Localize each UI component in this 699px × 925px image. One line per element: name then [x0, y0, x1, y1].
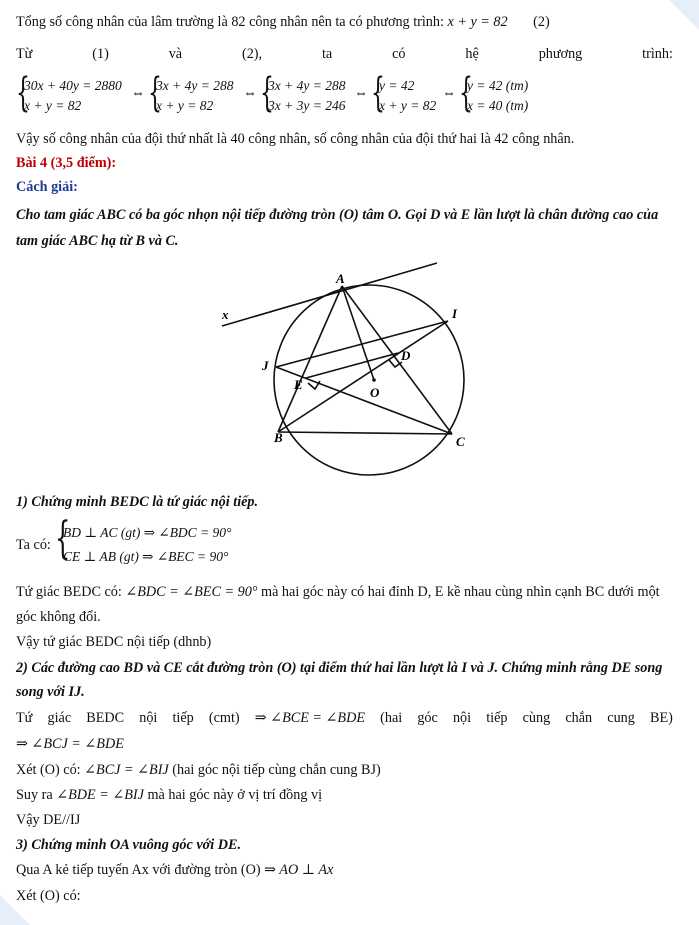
segment-ab: [278, 286, 342, 432]
label-a: A: [336, 271, 345, 286]
word: BEDC: [86, 710, 125, 726]
text: mà hai góc này ở vị trí đồng vị: [143, 787, 323, 803]
geometry-figure: [210, 258, 465, 488]
word: (1): [92, 46, 109, 62]
word: ta: [321, 46, 333, 62]
equation-system-taco: [55, 513, 265, 569]
word: góc: [417, 710, 438, 726]
text-line: [16, 584, 660, 601]
segment-ac: [342, 286, 452, 434]
brace-icon: {: [459, 70, 473, 116]
equivalence-symbol: ⇔: [354, 86, 368, 101]
text-line-system-intro: [16, 46, 673, 63]
text-line: Vậy DE//IJ: [16, 812, 81, 828]
equation: ∠BCJ = ∠BIJ: [84, 762, 169, 778]
part-heading: 1) Chứng minh BEDC là tứ giác nội tiếp.: [16, 494, 259, 510]
part-heading: 2) Các đường cao BD và CE cắt đường tròn (O) tại điểm thứ hai lần lượt là I và J. Chứng minh rằng DE song: [16, 660, 663, 676]
equation: ∠BDE = ∠BIJ: [56, 787, 144, 803]
word: BE): [649, 710, 673, 726]
equation: ⇒ AO ⊥ Ax: [264, 862, 334, 878]
label-x: x: [222, 307, 229, 322]
word: hệ: [465, 46, 479, 62]
brace-icon: {: [371, 70, 385, 116]
brace-icon: {: [16, 70, 30, 116]
equation-row: x = 40 (tm): [467, 98, 529, 113]
text: Ta có:: [16, 537, 51, 553]
equation-ref: (2): [533, 14, 550, 30]
word: cung: [607, 710, 635, 726]
segment-ao: [342, 286, 374, 380]
segment-bi: [278, 321, 448, 432]
equation-system-5: [459, 70, 559, 116]
equation: ⇒ ∠BCE = ∠BDE: [254, 710, 366, 726]
word: phương: [538, 46, 583, 62]
problem-statement: tam giác ABC hạ từ B và C.: [16, 233, 179, 249]
text: (hai góc nội tiếp cùng chắn cung BJ): [168, 762, 381, 778]
label-o: O: [370, 385, 380, 400]
text: Tứ giác BEDC có:: [16, 584, 126, 600]
part-heading: song với IJ.: [16, 684, 85, 700]
center-point: [372, 378, 376, 382]
section-heading: Bài 4 (3,5 điểm):: [16, 155, 117, 171]
text: Tổng số công nhân của lâm trường là 82 công nhân nên ta có phương trình:: [16, 14, 448, 30]
text: Qua A kẻ tiếp tuyến Ax với đường tròn (O): [16, 862, 265, 878]
equation-row: 3x + 4y = 288: [268, 78, 346, 93]
word: (2),: [241, 46, 263, 62]
word: (hai: [380, 710, 403, 726]
brace-icon: {: [55, 513, 71, 564]
equation-row: 3x + 3y = 246: [268, 98, 346, 113]
equivalence-symbol: ⇔: [243, 86, 257, 101]
brace-icon: {: [148, 70, 162, 116]
word: và: [168, 46, 183, 62]
equation-row: x + y = 82: [379, 98, 437, 113]
equation-system-1: [16, 70, 146, 116]
label-e: E: [294, 377, 303, 392]
word: nội: [452, 710, 472, 726]
equation-row: 30x + 40y = 2880: [24, 78, 122, 93]
equation-system-4: [371, 70, 451, 116]
text-line: góc không đổi.: [16, 609, 101, 625]
equation-row: x + y = 82: [24, 98, 82, 113]
conclusion-text: Vậy số công nhân của đội thứ nhất là 40 công nhân, số công nhân của đội thứ hai là 42 công nhân.: [16, 131, 575, 147]
text-line: [16, 762, 381, 779]
tangent-line-ax: [222, 263, 437, 326]
word: chắn: [565, 710, 593, 726]
word: tiếp: [172, 710, 194, 726]
word: Tứ: [16, 710, 33, 726]
solution-heading: Cách giải:: [16, 179, 78, 195]
equivalence-symbol: ⇔: [442, 86, 456, 101]
corner-decoration-icon: [659, 0, 699, 40]
equation-row: 3x + 4y = 288: [156, 78, 234, 93]
word: trình:: [642, 46, 673, 62]
word: Từ: [16, 46, 33, 62]
word: có: [392, 46, 406, 62]
equation-row: y = 42 (tm): [467, 78, 529, 93]
equation: x + y = 82: [447, 14, 508, 30]
text: mà hai góc này có hai đỉnh D, E kề nhau cùng nhìn cạnh BC dưới một: [257, 584, 660, 600]
equation-line: ⇒ ∠BCJ = ∠BDE: [16, 736, 124, 752]
text-line: [16, 862, 333, 879]
equivalence-symbol: ⇔: [131, 86, 145, 101]
equation-row: BD ⊥ AC (gt) ⇒ ∠BDC = 90°: [63, 525, 232, 540]
label-b: B: [274, 430, 283, 445]
word: nội: [139, 710, 158, 726]
segment-bc: [278, 432, 452, 434]
equation-row: x + y = 82: [156, 98, 214, 113]
equation-row: CE ⊥ AB (gt) ⇒ ∠BEC = 90°: [63, 549, 229, 564]
text-line-justified: [16, 710, 673, 727]
equation-row: y = 42: [379, 78, 415, 93]
text: Xét (O) có:: [16, 762, 85, 778]
text-line: Vậy tứ giác BEDC nội tiếp (dhnb): [16, 634, 212, 650]
equation: ∠BDC = ∠BEC = 90°: [125, 584, 258, 600]
label-j: J: [262, 358, 269, 373]
problem-statement: Cho tam giác ABC có ba góc nhọn nội tiếp đường tròn (O) tâm O. Gọi D và E lần lượt là chân đường cao của: [16, 207, 659, 223]
word: giác: [47, 710, 72, 726]
text-line: Xét (O) có:: [16, 888, 81, 904]
word: (cmt): [208, 710, 240, 726]
brace-icon: {: [260, 70, 274, 116]
segment-de: [306, 353, 398, 378]
equation-system-2: [148, 70, 258, 116]
label-i: I: [452, 306, 458, 321]
corner-decoration-icon: [0, 885, 40, 925]
label-d: D: [401, 348, 411, 363]
label-c: C: [456, 434, 465, 449]
word: tiếp: [486, 710, 508, 726]
word: cùng: [522, 710, 551, 726]
part-heading: 3) Chứng minh OA vuông góc với DE.: [16, 837, 242, 853]
text-line: [16, 787, 322, 804]
text-line-total-workers: [16, 14, 550, 31]
text: Suy ra: [16, 787, 57, 803]
